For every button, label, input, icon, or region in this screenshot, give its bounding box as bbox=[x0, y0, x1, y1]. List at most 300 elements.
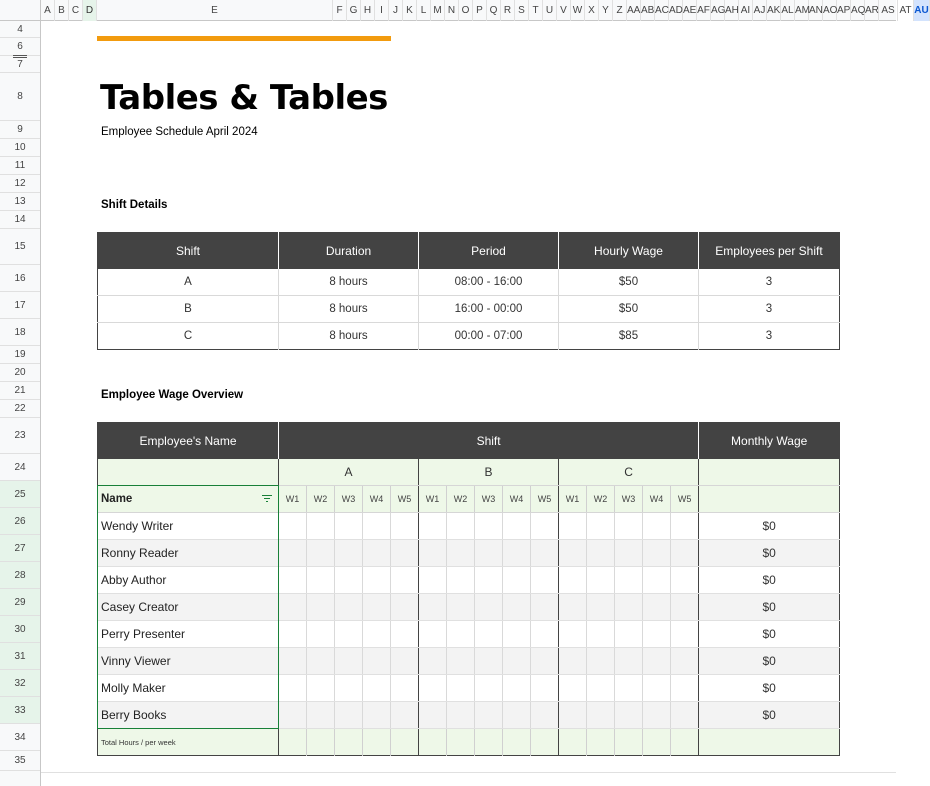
employee-name-cell[interactable]: Perry Presenter bbox=[98, 621, 279, 648]
employee-row bbox=[98, 540, 840, 567]
hours-cell[interactable] bbox=[559, 621, 587, 648]
hours-cell[interactable] bbox=[671, 567, 699, 594]
employee-row bbox=[98, 675, 840, 702]
shift-header-cell[interactable]: Duration bbox=[279, 233, 419, 269]
hours-cell[interactable] bbox=[335, 702, 363, 729]
hours-cell[interactable] bbox=[391, 594, 419, 621]
total-cell[interactable] bbox=[335, 729, 363, 756]
column-header-x[interactable]: X bbox=[585, 0, 599, 21]
employee-name-cell[interactable]: Casey Creator bbox=[98, 594, 279, 621]
hours-cell[interactable] bbox=[559, 675, 587, 702]
column-header-ai[interactable]: AI bbox=[739, 0, 753, 21]
column-header-an[interactable]: AN bbox=[809, 0, 823, 21]
hours-cell[interactable] bbox=[363, 513, 391, 540]
row-header-32[interactable]: 32 bbox=[0, 670, 40, 697]
row-header-17[interactable]: 17 bbox=[0, 292, 40, 319]
column-header-t[interactable]: T bbox=[529, 0, 543, 21]
hours-cell[interactable] bbox=[643, 621, 671, 648]
shift-cell[interactable]: 8 hours bbox=[279, 323, 419, 350]
hidden-rows-icon[interactable] bbox=[13, 55, 27, 58]
name-column-header[interactable] bbox=[98, 486, 279, 513]
week-header-w5[interactable]: W5 bbox=[531, 486, 559, 513]
hours-cell[interactable] bbox=[447, 513, 475, 540]
monthly-wage-cell[interactable]: $0 bbox=[699, 513, 840, 540]
column-header-e[interactable]: E bbox=[97, 0, 333, 21]
row-header-35[interactable]: 35 bbox=[0, 751, 40, 771]
total-cell[interactable] bbox=[307, 729, 335, 756]
column-header-as[interactable]: AS bbox=[879, 0, 898, 21]
hours-cell[interactable] bbox=[587, 513, 615, 540]
shift-cell[interactable]: A bbox=[98, 269, 279, 296]
row-header-11[interactable]: 11 bbox=[0, 157, 40, 175]
hours-cell[interactable] bbox=[559, 594, 587, 621]
hours-cell[interactable] bbox=[335, 540, 363, 567]
employee-name-cell[interactable]: Molly Maker bbox=[98, 675, 279, 702]
sheet-bottom-edge bbox=[41, 772, 896, 773]
column-header-c[interactable]: C bbox=[69, 0, 83, 21]
column-header-aa[interactable]: AA bbox=[627, 0, 641, 21]
row-header-12[interactable]: 12 bbox=[0, 175, 40, 193]
hours-cell[interactable] bbox=[587, 621, 615, 648]
column-header-n[interactable]: N bbox=[445, 0, 459, 21]
column-header-ao[interactable]: AO bbox=[823, 0, 837, 21]
week-header-w5[interactable]: W5 bbox=[671, 486, 699, 513]
column-header-ar[interactable]: AR bbox=[865, 0, 879, 21]
hours-cell[interactable] bbox=[447, 567, 475, 594]
column-header-m[interactable]: M bbox=[431, 0, 445, 21]
monthly-wage-cell[interactable]: $0 bbox=[699, 648, 840, 675]
hours-cell[interactable] bbox=[643, 675, 671, 702]
hours-cell[interactable] bbox=[279, 513, 307, 540]
page-title: Tables & Tables bbox=[100, 78, 388, 118]
hours-cell[interactable] bbox=[419, 675, 447, 702]
shift-table-header bbox=[98, 233, 840, 269]
column-header-g[interactable]: G bbox=[347, 0, 361, 21]
column-header-h[interactable]: H bbox=[361, 0, 375, 21]
hours-cell[interactable] bbox=[503, 567, 531, 594]
hours-cell[interactable] bbox=[447, 621, 475, 648]
hours-cell[interactable] bbox=[335, 567, 363, 594]
hours-cell[interactable] bbox=[503, 675, 531, 702]
total-cell[interactable] bbox=[363, 729, 391, 756]
hours-cell[interactable] bbox=[643, 513, 671, 540]
column-header-b[interactable]: B bbox=[55, 0, 69, 21]
row-header-8[interactable]: 8 bbox=[0, 73, 40, 121]
blank-cell[interactable] bbox=[699, 459, 840, 486]
hours-cell[interactable] bbox=[391, 621, 419, 648]
hours-cell[interactable] bbox=[391, 648, 419, 675]
column-header-ak[interactable]: AK bbox=[767, 0, 781, 21]
hours-cell[interactable] bbox=[335, 513, 363, 540]
week-header-w4[interactable]: W4 bbox=[363, 486, 391, 513]
column-header-k[interactable]: K bbox=[403, 0, 417, 21]
hours-cell[interactable] bbox=[587, 567, 615, 594]
hours-cell[interactable] bbox=[615, 648, 643, 675]
week-header-w4[interactable]: W4 bbox=[503, 486, 531, 513]
column-header-r[interactable]: R bbox=[501, 0, 515, 21]
row-header-bar bbox=[0, 21, 41, 786]
column-header-ad[interactable]: AD bbox=[669, 0, 683, 21]
hours-cell[interactable] bbox=[363, 648, 391, 675]
employee-name-cell[interactable]: Vinny Viewer bbox=[98, 648, 279, 675]
total-cell[interactable] bbox=[615, 729, 643, 756]
hours-cell[interactable] bbox=[671, 648, 699, 675]
hours-cell[interactable] bbox=[279, 594, 307, 621]
column-header-ac[interactable]: AC bbox=[655, 0, 669, 21]
column-header-ah[interactable]: AH bbox=[725, 0, 739, 21]
week-header-w2[interactable]: W2 bbox=[587, 486, 615, 513]
total-cell[interactable] bbox=[503, 729, 531, 756]
shift-details-table bbox=[97, 232, 840, 350]
shift-header-cell[interactable]: Hourly Wage bbox=[559, 233, 699, 269]
monthly-wage-cell[interactable]: $0 bbox=[699, 621, 840, 648]
hours-cell[interactable] bbox=[615, 513, 643, 540]
hours-cell[interactable] bbox=[559, 513, 587, 540]
employee-name-cell[interactable]: Ronny Reader bbox=[98, 540, 279, 567]
hours-cell[interactable] bbox=[615, 675, 643, 702]
hours-cell[interactable] bbox=[447, 702, 475, 729]
employee-row bbox=[98, 513, 840, 540]
hours-cell[interactable] bbox=[419, 567, 447, 594]
employee-row bbox=[98, 594, 840, 621]
hours-cell[interactable] bbox=[643, 648, 671, 675]
column-header-ap[interactable]: AP bbox=[837, 0, 851, 21]
hours-cell[interactable] bbox=[307, 540, 335, 567]
row-header-20[interactable]: 20 bbox=[0, 364, 40, 382]
row-header-26[interactable]: 26 bbox=[0, 508, 40, 535]
hours-cell[interactable] bbox=[503, 540, 531, 567]
weeks-row bbox=[98, 486, 840, 513]
employee-row bbox=[98, 648, 840, 675]
shift-section-title: Shift Details bbox=[101, 199, 168, 211]
monthly-wage-cell[interactable]: $0 bbox=[699, 702, 840, 729]
row-header-23[interactable]: 23 bbox=[0, 418, 40, 454]
hours-cell[interactable] bbox=[531, 675, 559, 702]
hours-cell[interactable] bbox=[643, 702, 671, 729]
shift-cell[interactable]: 8 hours bbox=[279, 269, 419, 296]
hours-cell[interactable] bbox=[615, 540, 643, 567]
column-header-w[interactable]: W bbox=[571, 0, 585, 21]
shift-cell[interactable]: $50 bbox=[559, 296, 699, 323]
total-hours-label[interactable]: Total Hours / per week bbox=[98, 729, 279, 756]
hours-cell[interactable] bbox=[559, 567, 587, 594]
blank-cell[interactable] bbox=[98, 459, 279, 486]
hours-cell[interactable] bbox=[671, 594, 699, 621]
shift-cell[interactable]: $50 bbox=[559, 269, 699, 296]
hours-cell[interactable] bbox=[671, 621, 699, 648]
hours-cell[interactable] bbox=[587, 594, 615, 621]
shift-cell[interactable]: 00:00 - 07:00 bbox=[419, 323, 559, 350]
hours-cell[interactable] bbox=[363, 540, 391, 567]
row-header-13[interactable]: 13 bbox=[0, 193, 40, 211]
total-row bbox=[98, 729, 840, 756]
column-header-s[interactable]: S bbox=[515, 0, 529, 21]
row-header-33[interactable]: 33 bbox=[0, 697, 40, 724]
row-header-19[interactable]: 19 bbox=[0, 346, 40, 364]
hours-cell[interactable] bbox=[363, 702, 391, 729]
column-header-ab[interactable]: AB bbox=[641, 0, 655, 21]
shift-header-cell[interactable]: Period bbox=[419, 233, 559, 269]
total-cell[interactable] bbox=[587, 729, 615, 756]
hours-cell[interactable] bbox=[531, 702, 559, 729]
hours-cell[interactable] bbox=[475, 702, 503, 729]
row-header-14[interactable]: 14 bbox=[0, 211, 40, 229]
hours-cell[interactable] bbox=[475, 594, 503, 621]
hours-cell[interactable] bbox=[335, 675, 363, 702]
row-header-18[interactable]: 18 bbox=[0, 319, 40, 346]
hours-cell[interactable] bbox=[279, 621, 307, 648]
hours-cell[interactable] bbox=[559, 648, 587, 675]
hours-cell[interactable] bbox=[587, 540, 615, 567]
shift-group-b[interactable]: B bbox=[419, 459, 559, 486]
row-header-7[interactable]: 7 bbox=[0, 56, 40, 73]
hours-cell[interactable] bbox=[363, 675, 391, 702]
hours-cell[interactable] bbox=[363, 567, 391, 594]
column-header-al[interactable]: AL bbox=[781, 0, 795, 21]
shift-cell[interactable]: 3 bbox=[765, 330, 773, 342]
total-cell[interactable] bbox=[475, 729, 503, 756]
shift-header-cell[interactable]: Shift bbox=[98, 233, 279, 269]
shift-group-a[interactable]: A bbox=[279, 459, 419, 486]
week-header-w1[interactable]: W1 bbox=[419, 486, 447, 513]
hours-cell[interactable] bbox=[279, 567, 307, 594]
row-header-28[interactable]: 28 bbox=[0, 562, 40, 589]
hours-cell[interactable] bbox=[307, 594, 335, 621]
hours-cell[interactable] bbox=[587, 675, 615, 702]
hours-cell[interactable] bbox=[531, 594, 559, 621]
shift-cell[interactable]: 08:00 - 16:00 bbox=[419, 269, 559, 296]
monthly-wage-cell[interactable]: $0 bbox=[699, 675, 840, 702]
hours-cell[interactable] bbox=[671, 540, 699, 567]
column-header-am[interactable]: AM bbox=[795, 0, 809, 21]
column-header-at[interactable]: AT bbox=[898, 0, 914, 21]
week-header-w4[interactable]: W4 bbox=[643, 486, 671, 513]
hours-cell[interactable] bbox=[503, 594, 531, 621]
hours-cell[interactable] bbox=[335, 621, 363, 648]
hours-cell[interactable] bbox=[307, 513, 335, 540]
monthly-wage-cell[interactable]: $0 bbox=[699, 594, 840, 621]
week-header-w3[interactable]: W3 bbox=[475, 486, 503, 513]
hours-cell[interactable] bbox=[447, 594, 475, 621]
total-cell[interactable] bbox=[671, 729, 699, 756]
column-header-ag[interactable]: AG bbox=[711, 0, 725, 21]
hours-cell[interactable] bbox=[391, 513, 419, 540]
hours-cell[interactable] bbox=[643, 594, 671, 621]
total-cell[interactable] bbox=[391, 729, 419, 756]
hours-cell[interactable] bbox=[503, 702, 531, 729]
hours-cell[interactable] bbox=[531, 540, 559, 567]
row-header-6[interactable]: 6 bbox=[0, 38, 40, 56]
hours-cell[interactable] bbox=[419, 621, 447, 648]
row-header-25[interactable]: 25 bbox=[0, 481, 40, 508]
shift-group-c[interactable]: C bbox=[559, 459, 699, 486]
column-header-a[interactable]: A bbox=[41, 0, 55, 21]
column-header-y[interactable]: Y bbox=[599, 0, 613, 21]
column-header-ae[interactable]: AE bbox=[683, 0, 697, 21]
total-cell[interactable] bbox=[531, 729, 559, 756]
hours-cell[interactable] bbox=[475, 567, 503, 594]
hours-cell[interactable] bbox=[307, 621, 335, 648]
row-header-22[interactable]: 22 bbox=[0, 400, 40, 418]
shift-cell[interactable]: C bbox=[98, 323, 279, 350]
total-cell[interactable] bbox=[447, 729, 475, 756]
shift-cell[interactable]: 3 bbox=[699, 269, 840, 296]
hours-cell[interactable] bbox=[671, 675, 699, 702]
hours-cell[interactable] bbox=[475, 675, 503, 702]
filter-icon[interactable] bbox=[262, 495, 272, 503]
row-header-31[interactable]: 31 bbox=[0, 643, 40, 670]
week-header-w1[interactable]: W1 bbox=[279, 486, 307, 513]
hours-cell[interactable] bbox=[307, 702, 335, 729]
shift-row bbox=[98, 296, 840, 323]
shift-cell[interactable]: $85 bbox=[559, 323, 699, 350]
column-header-u[interactable]: U bbox=[543, 0, 557, 21]
monthly-wage-cell[interactable]: $0 bbox=[699, 567, 840, 594]
column-header-o[interactable]: O bbox=[459, 0, 473, 21]
row-header-30[interactable]: 30 bbox=[0, 616, 40, 643]
hours-cell[interactable] bbox=[475, 621, 503, 648]
hours-cell[interactable] bbox=[419, 594, 447, 621]
row-header-10[interactable]: 10 bbox=[0, 139, 40, 157]
hours-cell[interactable] bbox=[615, 702, 643, 729]
shift-cell[interactable]: 8 hours bbox=[279, 296, 419, 323]
hours-cell[interactable] bbox=[615, 594, 643, 621]
total-cell[interactable] bbox=[643, 729, 671, 756]
week-header-w2[interactable]: W2 bbox=[447, 486, 475, 513]
hours-cell[interactable] bbox=[559, 702, 587, 729]
hours-cell[interactable] bbox=[671, 513, 699, 540]
shift-row bbox=[98, 269, 840, 296]
total-cell[interactable] bbox=[279, 729, 307, 756]
week-header-w1[interactable]: W1 bbox=[559, 486, 587, 513]
column-header-af[interactable]: AF bbox=[697, 0, 711, 21]
hours-cell[interactable] bbox=[279, 648, 307, 675]
hours-cell[interactable] bbox=[475, 540, 503, 567]
hours-cell[interactable] bbox=[363, 621, 391, 648]
hours-cell[interactable] bbox=[391, 675, 419, 702]
hours-cell[interactable] bbox=[447, 675, 475, 702]
hours-cell[interactable] bbox=[419, 702, 447, 729]
shift-header-cell[interactable]: Employees per Shift bbox=[699, 233, 840, 269]
hours-cell[interactable] bbox=[503, 513, 531, 540]
hours-cell[interactable] bbox=[615, 621, 643, 648]
hours-cell[interactable] bbox=[643, 567, 671, 594]
hours-cell[interactable] bbox=[419, 540, 447, 567]
hours-cell[interactable] bbox=[531, 513, 559, 540]
hours-cell[interactable] bbox=[335, 648, 363, 675]
row-header-9[interactable]: 9 bbox=[0, 121, 40, 139]
monthly-wage-header[interactable]: Monthly Wage bbox=[699, 423, 840, 459]
row-header-34[interactable]: 34 bbox=[0, 724, 40, 751]
column-header-q[interactable]: Q bbox=[487, 0, 501, 21]
column-header-v[interactable]: V bbox=[557, 0, 571, 21]
hours-cell[interactable] bbox=[447, 648, 475, 675]
column-header-j[interactable]: J bbox=[389, 0, 403, 21]
employee-name-cell[interactable]: Berry Books bbox=[98, 702, 279, 729]
hours-cell[interactable] bbox=[643, 540, 671, 567]
column-header-z[interactable]: Z bbox=[613, 0, 627, 21]
column-header-aj[interactable]: AJ bbox=[753, 0, 767, 21]
row-header-29[interactable]: 29 bbox=[0, 589, 40, 616]
shift-cell[interactable]: B bbox=[98, 296, 279, 323]
column-header-i[interactable]: I bbox=[375, 0, 389, 21]
column-header-au[interactable]: AU bbox=[914, 0, 930, 21]
row-header-21[interactable]: 21 bbox=[0, 382, 40, 400]
hours-cell[interactable] bbox=[475, 648, 503, 675]
hours-cell[interactable] bbox=[391, 540, 419, 567]
row-header-16[interactable]: 16 bbox=[0, 265, 40, 292]
hours-cell[interactable] bbox=[559, 540, 587, 567]
hours-cell[interactable] bbox=[307, 567, 335, 594]
column-header-p[interactable]: P bbox=[473, 0, 487, 21]
week-header-w3[interactable]: W3 bbox=[615, 486, 643, 513]
hours-cell[interactable] bbox=[615, 567, 643, 594]
employee-name-cell[interactable]: Abby Author bbox=[98, 567, 279, 594]
monthly-wage-cell[interactable]: $0 bbox=[699, 540, 840, 567]
employee-name-header[interactable]: Employee's Name bbox=[98, 423, 279, 459]
hours-cell[interactable] bbox=[419, 648, 447, 675]
row-header-27[interactable]: 27 bbox=[0, 535, 40, 562]
hours-cell[interactable] bbox=[335, 594, 363, 621]
employee-row bbox=[98, 567, 840, 594]
hours-cell[interactable] bbox=[503, 621, 531, 648]
employee-wage-table bbox=[97, 422, 840, 756]
name-column-label: Name bbox=[101, 493, 133, 505]
column-header-aq[interactable]: AQ bbox=[851, 0, 865, 21]
row-header-24[interactable]: 24 bbox=[0, 454, 40, 481]
hours-cell[interactable] bbox=[391, 702, 419, 729]
select-all-corner[interactable] bbox=[0, 0, 41, 21]
hours-cell[interactable] bbox=[391, 567, 419, 594]
hours-cell[interactable] bbox=[279, 702, 307, 729]
hours-cell[interactable] bbox=[475, 513, 503, 540]
shift-cell[interactable]: 16:00 - 00:00 bbox=[419, 296, 559, 323]
hours-cell[interactable] bbox=[307, 648, 335, 675]
column-header-f[interactable]: F bbox=[333, 0, 347, 21]
hours-cell[interactable] bbox=[503, 648, 531, 675]
wage-section-title: Employee Wage Overview bbox=[101, 389, 244, 401]
hours-cell[interactable] bbox=[447, 540, 475, 567]
hours-cell[interactable] bbox=[531, 621, 559, 648]
shift-cell[interactable]: 3 bbox=[699, 296, 840, 323]
hours-cell[interactable] bbox=[671, 702, 699, 729]
total-wage-cell[interactable] bbox=[699, 729, 840, 756]
hours-cell[interactable] bbox=[587, 648, 615, 675]
hours-cell[interactable] bbox=[363, 594, 391, 621]
hours-cell[interactable] bbox=[279, 540, 307, 567]
hours-cell[interactable] bbox=[531, 567, 559, 594]
shift-header[interactable]: Shift bbox=[279, 423, 699, 459]
total-cell[interactable] bbox=[559, 729, 587, 756]
blank-cell[interactable] bbox=[699, 486, 840, 513]
row-header-15[interactable]: 15 bbox=[0, 229, 40, 265]
hours-cell[interactable] bbox=[279, 675, 307, 702]
week-header-w5[interactable]: W5 bbox=[391, 486, 419, 513]
hours-cell[interactable] bbox=[587, 702, 615, 729]
row-header-4[interactable]: 4 bbox=[0, 21, 40, 38]
accent-bar bbox=[97, 36, 391, 41]
column-header-d[interactable]: D bbox=[83, 0, 97, 21]
employee-name-cell[interactable]: Wendy Writer bbox=[98, 513, 279, 540]
column-header-l[interactable]: L bbox=[417, 0, 431, 21]
hours-cell[interactable] bbox=[307, 675, 335, 702]
hours-cell[interactable] bbox=[419, 513, 447, 540]
week-header-w3[interactable]: W3 bbox=[335, 486, 363, 513]
hours-cell[interactable] bbox=[531, 648, 559, 675]
total-cell[interactable] bbox=[419, 729, 447, 756]
employee-row bbox=[98, 621, 840, 648]
week-header-w2[interactable]: W2 bbox=[307, 486, 335, 513]
